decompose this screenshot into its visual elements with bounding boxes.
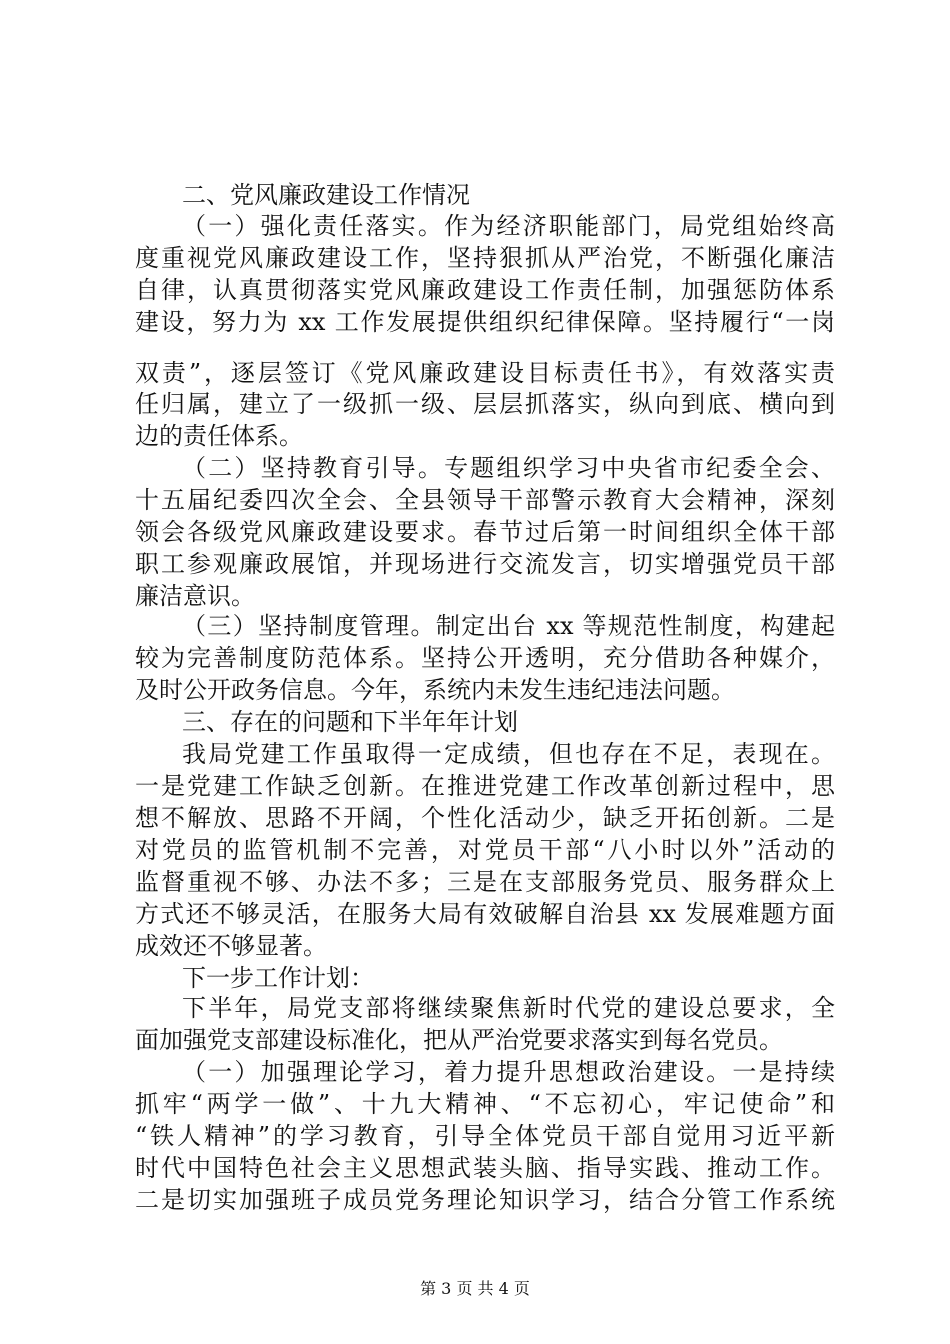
paragraph-line: 我局党建工作虽取得一定成绩，但也存在不足，表现在。 (182, 740, 835, 768)
paragraph-line: 职工参观廉政展馆，并现场进行交流发言，切实增强党员干部 (135, 550, 835, 578)
paragraph-line: 对党员的监管机制不完善，对党员干部“八小时以外”活动的 (135, 836, 835, 864)
paragraph-line: 抓牢“两学一做”、十九大精神、“不忘初心，牢记使命”和 (135, 1090, 835, 1118)
paragraph-line: 度重视党风廉政建设工作，坚持狠抓从严治党，不断强化廉洁 (135, 244, 835, 272)
paragraph-line: 方式还不够灵活，在服务大局有效破解自治县 xx 发展难题方面 (135, 900, 835, 928)
section-heading: 二、党风廉政建设工作情况 (182, 181, 470, 209)
paragraph-line: 双责”，逐层签订《党风廉政建设目标责任书》，有效落实责 (135, 359, 835, 387)
section-heading: 三、存在的问题和下半年年计划 (182, 708, 518, 736)
paragraph-line: 一是党建工作缺乏创新。在推进党建工作改革创新过程中，思 (135, 772, 835, 800)
paragraph-line: “铁人精神”的学习教育，引导全体党员干部自觉用习近平新 (135, 1122, 835, 1150)
paragraph-line: 监督重视不够、办法不多；三是在支部服务党员、服务群众上 (135, 868, 835, 896)
paragraph-line: 二是切实加强班子成员党务理论知识学习，结合分管工作系统 (135, 1186, 835, 1214)
paragraph-line: （三）坚持制度管理。制定出台 xx 等规范性制度，构建起 (182, 612, 835, 640)
paragraph-line: 想不解放、思路不开阔，个性化活动少，缺乏开拓创新。二是 (135, 804, 835, 832)
paragraph-line: 边的责任体系。 (135, 422, 303, 450)
paragraph-line: 任归属，建立了一级抓一级、层层抓落实，纵向到底、横向到 (135, 390, 835, 418)
paragraph-line: （一）强化责任落实。作为经济职能部门，局党组始终高 (182, 212, 835, 240)
page-footer: 第 3 页 共 4 页 (420, 1279, 530, 1298)
paragraph-line: （二）坚持教育引导。专题组织学习中央省市纪委全会、 (182, 454, 835, 482)
paragraph-line: 成效还不够显著。 (135, 932, 327, 960)
paragraph-line: 及时公开政务信息。今年，系统内未发生违纪违法问题。 (135, 676, 735, 704)
paragraph-line: 十五届纪委四次全会、全县领导干部警示教育大会精神，深刻 (135, 486, 835, 514)
paragraph-line: 建设，努力为 xx 工作发展提供组织纪律保障。坚持履行“一岗 (135, 308, 835, 336)
paragraph-line: 较为完善制度防范体系。坚持公开透明，充分借助各种媒介， (135, 644, 835, 672)
paragraph-line: 下半年，局党支部将继续聚焦新时代党的建设总要求，全 (182, 994, 835, 1022)
paragraph-line: 时代中国特色社会主义思想武装头脑、指导实践、推动工作。 (135, 1154, 835, 1182)
paragraph-line: 领会各级党风廉政建设要求。春节过后第一时间组织全体干部 (135, 518, 835, 546)
paragraph-line: （一）加强理论学习，着力提升思想政治建设。一是持续 (182, 1058, 835, 1086)
paragraph-line: 面加强党支部建设标准化，把从严治党要求落实到每名党员。 (135, 1026, 783, 1054)
paragraph-line: 廉洁意识。 (135, 582, 255, 610)
subheading: 下一步工作计划： (182, 964, 374, 992)
paragraph-line: 自律，认真贯彻落实党风廉政建设工作责任制，加强惩防体系 (135, 276, 835, 304)
